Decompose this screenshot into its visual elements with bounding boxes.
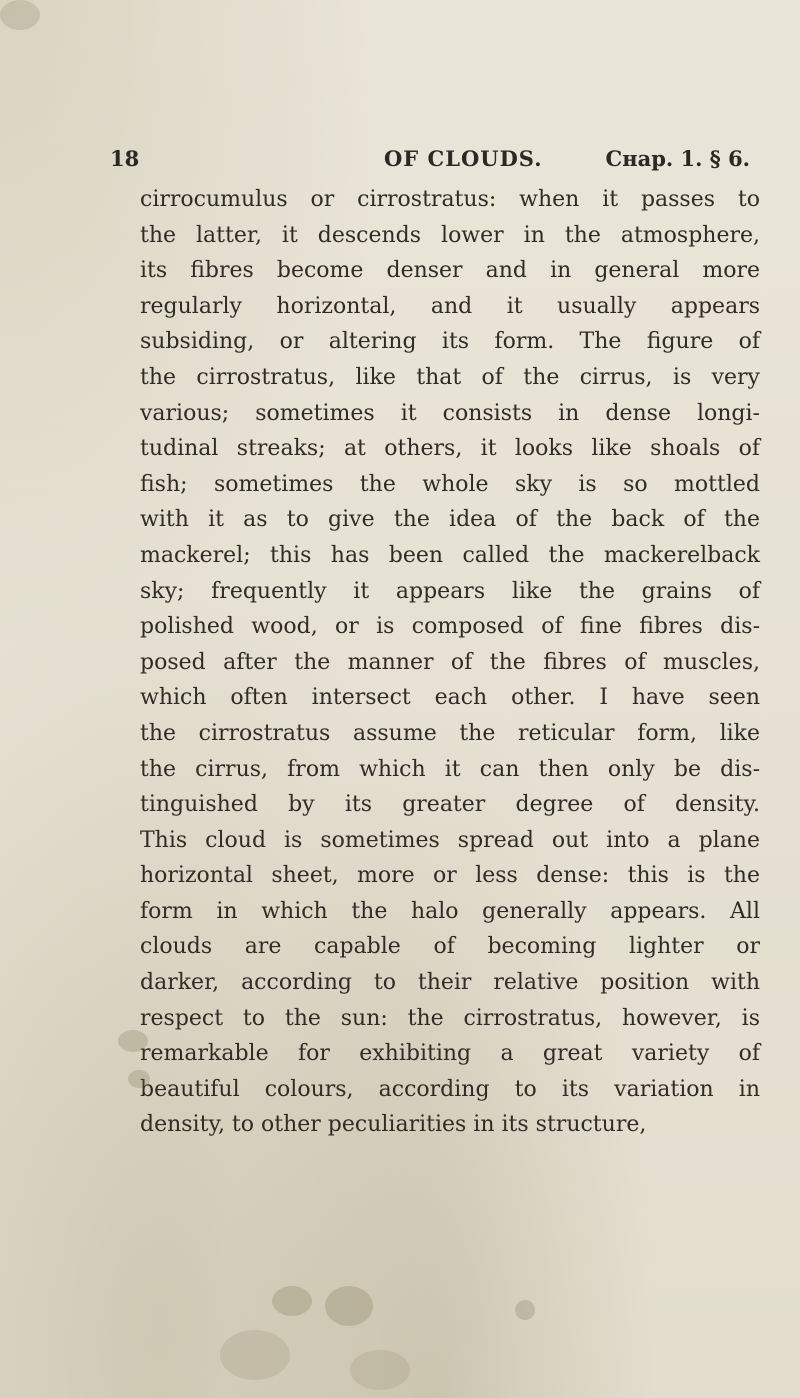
paper-stain (350, 1350, 410, 1390)
paper-stain (325, 1286, 373, 1326)
text-line: respect to the sun: the cirrostratus, however, is (140, 1005, 760, 1031)
paper-stain (220, 1330, 290, 1380)
text-line: the cirrostratus, like that of the cirrus, is very (140, 364, 760, 390)
paper-stain (118, 1030, 148, 1052)
text-line: form in which the halo generally appears. All (140, 898, 760, 924)
text-line: which often intersect each other. I have seen (140, 685, 760, 711)
text-line: clouds are capable of becoming lighter or (140, 934, 760, 960)
text-line: various; sometimes it consists in dense longi- (140, 400, 760, 426)
paper-stain (515, 1300, 535, 1320)
text-line: its fibres become denser and in general more (140, 258, 760, 284)
running-title: OF CLOUDS. (384, 146, 543, 171)
text-line: sky; frequently it appears like the grains of (140, 578, 760, 604)
text-line: the cirrostratus assume the reticular form, like (140, 720, 760, 746)
text-line: horizontal sheet, more or less dense: this is the (140, 863, 760, 889)
text-line: fish; sometimes the whole sky is so mottled (140, 471, 760, 497)
text-line: This cloud is sometimes spread out into a plane (140, 827, 760, 853)
paper-stain (272, 1286, 312, 1316)
paper-stain (0, 0, 40, 30)
text-line: cirrocumulus or cirrostratus: when it passes to (140, 187, 760, 212)
text-line: posed after the manner of the fibres of muscles, (140, 649, 760, 675)
paper-stain (128, 1070, 150, 1088)
chapter-reference: Cнар. 1. § 6. (605, 146, 750, 171)
text-line: regularly horizontal, and it usually appears (140, 293, 760, 319)
text-line: polished wood, or is composed of fine fibres dis- (140, 614, 760, 640)
text-line: density, to other peculiarities in its structure, (140, 1112, 647, 1138)
text-line: beautiful colours, according to its variation in (140, 1076, 760, 1102)
text-line: with it as to give the idea of the back of the (140, 507, 760, 533)
page-number: 18 (110, 146, 140, 171)
text-line: the cirrus, from which it can then only be dis- (140, 756, 760, 782)
text-line: remarkable for exhibiting a great variety of (140, 1041, 760, 1067)
text-line: darker, according to their relative position with (140, 970, 760, 996)
text-line: tudinal streaks; at others, it looks like shoals of (140, 436, 760, 462)
text-line: subsiding, or altering its form. The figure of (140, 329, 760, 355)
text-line: mackerel; this has been called the mackerelback (140, 542, 760, 568)
body-paragraph (140, 182, 760, 1143)
text-line: tinguished by its greater degree of density. (140, 792, 760, 818)
running-header (110, 146, 750, 178)
text-line: the latter, it descends lower in the atmosphere, (140, 222, 760, 248)
